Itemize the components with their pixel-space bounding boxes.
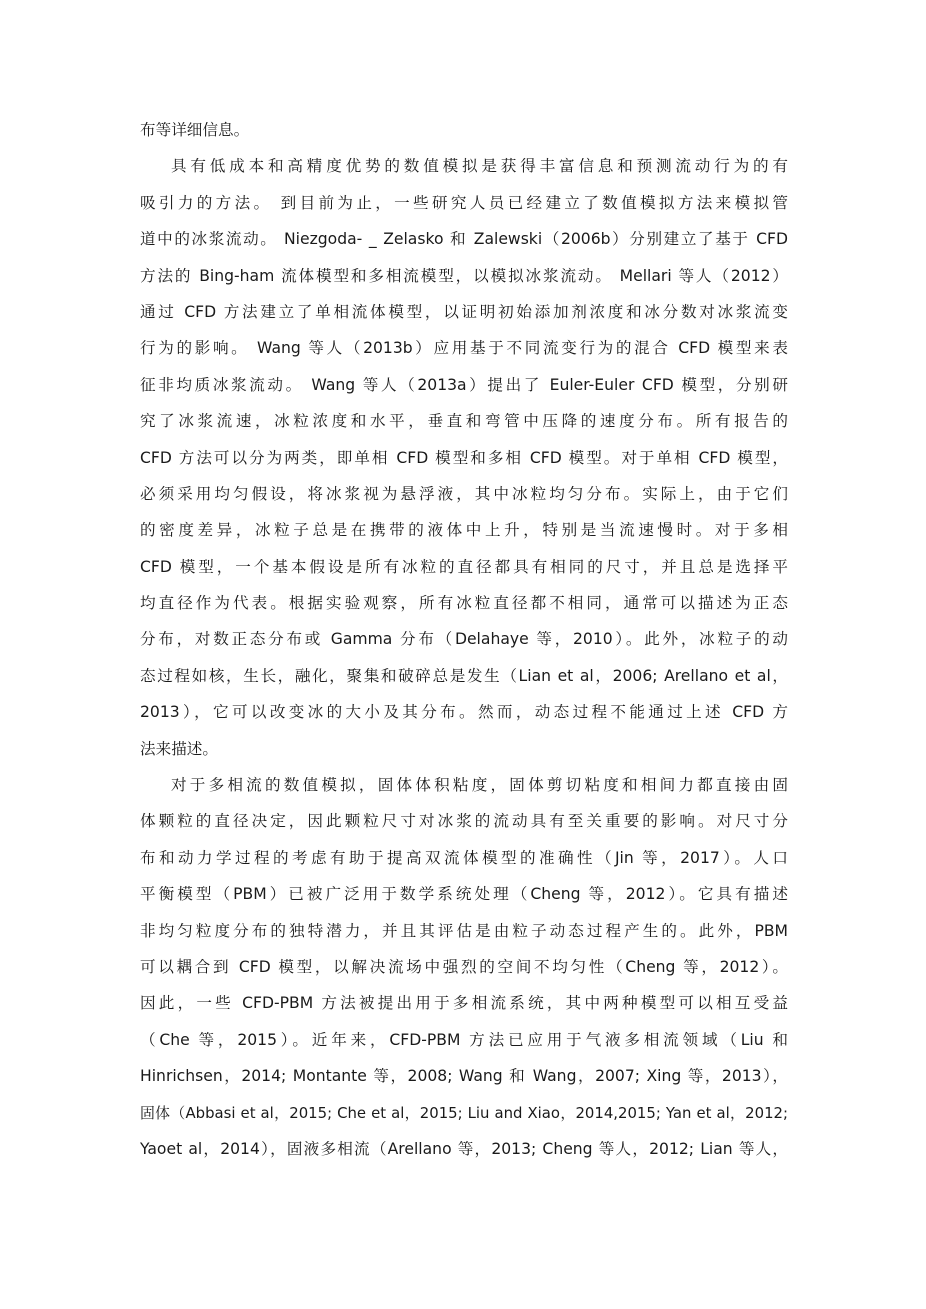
text-line: 通过 CFD 方法建立了单相流体模型，以证明初始添加剂浓度和冰分数对冰浆流变 xyxy=(140,302,788,321)
text-line: 分布，对数正态分布或 Gamma 分布（Delahaye 等，2010）。此外，冰粒子的动 xyxy=(140,630,788,649)
text-line: 因此，一些 CFD-PBM 方法被提出用于多相流系统，其中两种模型可以相互受益 xyxy=(140,994,788,1013)
text-line: 道中的冰浆流动。 Niezgoda- _ Zelasko 和 Zalewski（2006b）分别建立了基于 CFD xyxy=(140,230,788,249)
text-line: 征非均质冰浆流动。 Wang 等人（2013a）提出了 Euler-Euler CFD 模型，分别研 xyxy=(140,375,788,394)
text-line: 具有低成本和高精度优势的数值模拟是获得丰富信息和预测流动行为的有 xyxy=(171,157,788,176)
text-line: 对于多相流的数值模拟，固体体积粘度，固体剪切粘度和相间力都直接由固 xyxy=(171,776,788,795)
text-line: 非均匀粒度分布的独特潜力，并且其评估是由粒子动态过程产生的。此外，PBM xyxy=(140,921,788,940)
text-line: 必须采用均匀假设，将冰浆视为悬浮液，其中冰粒均匀分布。实际上，由于它们 xyxy=(140,484,788,503)
text-line: 行为的影响。 Wang 等人（2013b）应用基于不同流变行为的混合 CFD 模型来表 xyxy=(140,339,788,358)
text-line: 吸引力的方法。 到目前为止，一些研究人员已经建立了数值模拟方法来模拟管 xyxy=(140,193,788,212)
text-line: 体颗粒的直径决定，因此颗粒尺寸对冰浆的流动具有至关重要的影响。对尺寸分 xyxy=(140,812,788,831)
text-line: 布等详细信息。 xyxy=(140,121,250,139)
text-line: 态过程如核，生长，融化，聚集和破碎总是发生（Lian et al，2006; Arellano et al， xyxy=(140,666,788,685)
text-line: 固体（Abbasi et al，2015; Che et al，2015; Liu and Xiao，2014,2015; Yan et al，2012; xyxy=(140,1103,788,1122)
body-text xyxy=(140,112,788,1167)
text-line: 布和动力学过程的考虑有助于提高双流体模型的准确性（Jin 等，2017）。人口 xyxy=(140,848,788,867)
text-line: 平衡模型（PBM）已被广泛用于数学系统处理（Cheng 等，2012）。它具有描述 xyxy=(140,885,788,904)
text-line: CFD 方法可以分为两类，即单相 CFD 模型和多相 CFD 模型。对于单相 CFD 模型， xyxy=(140,448,788,467)
text-line: 可以耦合到 CFD 模型，以解决流场中强烈的空间不均匀性（Cheng 等，2012）。 xyxy=(140,957,788,976)
text-line: 均直径作为代表。根据实验观察，所有冰粒直径都不相同，通常可以描述为正态 xyxy=(140,594,788,613)
text-line: Hinrichsen，2014; Montante 等，2008; Wang 和 Wang，2007; Xing 等，2013）， xyxy=(140,1067,788,1086)
text-line: CFD 模型，一个基本假设是所有冰粒的直径都具有相同的尺寸，并且总是选择平 xyxy=(140,557,788,576)
text-line: 2013），它可以改变冰的大小及其分布。然而，动态过程不能通过上述 CFD 方 xyxy=(140,703,788,722)
text-line: 究了冰浆流速，冰粒浓度和水平，垂直和弯管中压降的速度分布。所有报告的 xyxy=(140,412,788,431)
text-line: 方法的 Bing-ham 流体模型和多相流模型，以模拟冰浆流动。 Mellari 等人（2012） xyxy=(140,266,788,285)
text-line: Yaoet al，2014），固液多相流（Arellano 等，2013; Cheng 等人，2012; Lian 等人， xyxy=(140,1139,788,1158)
text-line: 法来描述。 xyxy=(140,739,218,758)
text-line: 的密度差异，冰粒子总是在携带的液体中上升，特别是当流速慢时。对于多相 xyxy=(140,521,788,540)
text-line: （Che 等，2015）。近年来，CFD-PBM 方法已应用于气液多相流领域（Liu 和 xyxy=(140,1030,788,1049)
